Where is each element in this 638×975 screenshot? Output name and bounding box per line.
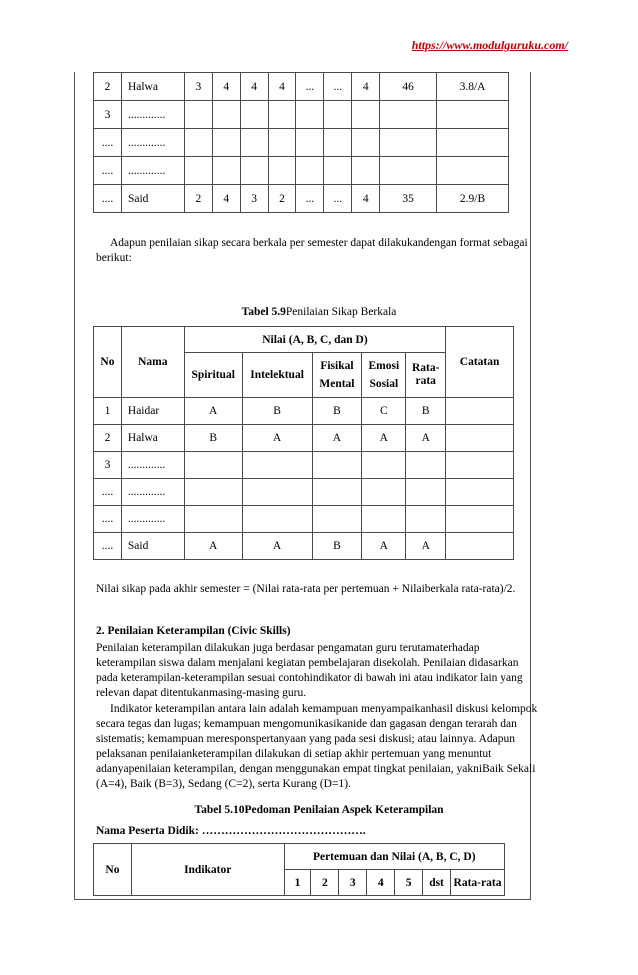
table-cell: 4	[268, 73, 296, 101]
table-cell: ....	[94, 185, 122, 213]
table-row	[94, 157, 509, 185]
table-cell: A	[242, 533, 312, 560]
table-cell	[352, 157, 380, 185]
table-cell: ....	[94, 533, 122, 560]
table-cell	[240, 157, 268, 185]
table-cell: 3	[94, 101, 122, 129]
table-cell: B	[312, 533, 362, 560]
table-5-10-header-group: Pertemuan dan Nilai (A, B, C, D)	[284, 844, 504, 870]
table-cell	[312, 506, 362, 533]
table-5-10-header-no: No	[94, 844, 132, 896]
table-cell	[268, 101, 296, 129]
table-cell	[242, 479, 312, 506]
table-cell: A	[242, 425, 312, 452]
table-cell	[296, 101, 324, 129]
table-cell: .............	[121, 157, 184, 185]
table-cell	[437, 129, 509, 157]
section-2-paragraph-1: Penilaian keterampilan dilakukan juga berdasar pengamatan guru terutamaterhadap keterampilan siswa dalam menjalani kegiatan pembelajaran disekolah. Penilaian didasarkan pada keterampilan-keterampilan sesuai contohindikator di bawah ini atau indikator lain yang relevan dapat ditentukanmasing-masing guru.	[96, 642, 523, 699]
student-name-label: Nama Peserta Didik: …………………………………….	[96, 825, 366, 837]
table-cell: A	[406, 425, 446, 452]
section-2-heading: 2. Penilaian Keterampilan (Civic Skills)	[96, 625, 291, 637]
table-cell	[352, 101, 380, 129]
table-cell	[437, 157, 509, 185]
table-cell	[242, 506, 312, 533]
table-row	[94, 425, 514, 452]
table-cell	[184, 157, 212, 185]
table-cell: ...	[324, 73, 352, 101]
table-cell	[352, 129, 380, 157]
table-cell	[240, 129, 268, 157]
table-cell	[406, 452, 446, 479]
table-cell	[362, 452, 406, 479]
col-header-emosi-sosial: Emosi Sosial	[362, 353, 406, 398]
table-cell: 4	[212, 185, 240, 213]
table-cell: 2	[94, 73, 122, 101]
table-top-continuation	[93, 72, 509, 213]
table-cell: B	[312, 398, 362, 425]
table-cell: 3.8/A	[437, 73, 509, 101]
table-cell: 2.9/B	[437, 185, 509, 213]
table-cell: .............	[121, 129, 184, 157]
table-cell: 46	[380, 73, 437, 101]
table-5-10-header-indikator: Indikator	[131, 844, 284, 896]
table-cell	[324, 129, 352, 157]
table-5-9	[93, 326, 514, 560]
col-header-nilai-group: Nilai (A, B, C, dan D)	[184, 327, 445, 353]
table-cell	[296, 129, 324, 157]
col-header-no: No	[94, 327, 122, 398]
table-cell: ...	[296, 185, 324, 213]
table-cell: Halwa	[121, 425, 184, 452]
table-cell: ...	[296, 73, 324, 101]
table-cell: 4	[240, 73, 268, 101]
table-cell: B	[406, 398, 446, 425]
table-row	[94, 73, 509, 101]
table-cell: 35	[380, 185, 437, 213]
table-cell	[406, 506, 446, 533]
table-5-10	[93, 843, 505, 896]
table-cell: ....	[94, 479, 122, 506]
table-5-9-caption-number: Tabel 5.9	[241, 306, 286, 318]
table-row	[94, 101, 509, 129]
table-cell	[184, 506, 242, 533]
table-cell	[212, 129, 240, 157]
section-2-paragraph-2: Indikator keterampilan antara lain adalah kemampuan menyampaikanhasil diskusi kelompok secara tegas dan lugas; kemampuan mengomunikasikanide dan gagasan dengan terarah dan sistematis; kemampuan meresponspertanyaan yang pada sesi diskusi; atau lainnya. Adapun pelaksanan penilaianketerampilan dilakukan di setiap akhir pertemuan yang menuntut adanyapenilaian keterampilan, dengan menggunakan empat tingkat penilaian, yakniBaik Sekali (A=4), Baik (B=3), Sedang (C=2), serta Kurang (D=1).	[96, 703, 538, 790]
table-5-10-caption: Tabel 5.10Pedoman Penilaian Aspek Keterampilan	[194, 804, 444, 816]
table-5-10-col-header: 2	[311, 870, 339, 896]
table-cell: A	[312, 425, 362, 452]
table-cell	[184, 452, 242, 479]
table-cell: 2	[268, 185, 296, 213]
table-cell: Said	[121, 185, 184, 213]
table-cell	[380, 129, 437, 157]
table-cell	[446, 398, 514, 425]
table-cell	[437, 101, 509, 129]
col-header-intelektual: Intelektual	[242, 353, 312, 398]
table-cell: ....	[94, 506, 122, 533]
table-cell	[380, 101, 437, 129]
table-5-9-caption	[0, 306, 638, 318]
table-cell: .............	[121, 452, 184, 479]
table-row	[94, 129, 509, 157]
table-cell	[184, 479, 242, 506]
table-cell	[446, 533, 514, 560]
table-cell: Haidar	[121, 398, 184, 425]
table-row	[94, 185, 509, 213]
col-header-spiritual: Spiritual	[184, 353, 242, 398]
table-row	[94, 452, 514, 479]
table-cell	[268, 129, 296, 157]
table-5-10-col-header: dst	[423, 870, 451, 896]
table-cell	[406, 479, 446, 506]
table-cell: .............	[121, 101, 184, 129]
table-cell	[362, 479, 406, 506]
table-cell: ...	[324, 185, 352, 213]
table-cell: 3	[94, 452, 122, 479]
table-5-10-col-header: Rata-rata	[451, 870, 505, 896]
table-cell: .............	[121, 479, 184, 506]
table-row	[94, 506, 514, 533]
table-cell: ....	[94, 129, 122, 157]
table-row	[94, 479, 514, 506]
table-cell: 3	[184, 73, 212, 101]
table-cell: B	[184, 425, 242, 452]
table-cell	[446, 506, 514, 533]
table-cell: A	[184, 398, 242, 425]
table-cell: 4	[212, 73, 240, 101]
table-cell: A	[184, 533, 242, 560]
table-cell	[362, 506, 406, 533]
table-cell: B	[242, 398, 312, 425]
table-cell	[296, 157, 324, 185]
col-header-catatan: Catatan	[446, 327, 514, 398]
table-cell	[312, 452, 362, 479]
table-cell	[446, 452, 514, 479]
table-cell	[312, 479, 362, 506]
table-cell: ....	[94, 157, 122, 185]
table-cell	[242, 452, 312, 479]
table-cell: A	[362, 533, 406, 560]
table-cell: A	[406, 533, 446, 560]
table-cell	[324, 101, 352, 129]
table-cell: .............	[121, 506, 184, 533]
table-cell: A	[362, 425, 406, 452]
table-cell	[380, 157, 437, 185]
table-row	[94, 533, 514, 560]
table-row	[94, 398, 514, 425]
table-cell	[324, 157, 352, 185]
table-cell: Said	[121, 533, 184, 560]
table-5-10-col-header: 3	[339, 870, 367, 896]
table-cell: Halwa	[121, 73, 184, 101]
col-header-rata-rata: Rata-rata	[406, 353, 446, 398]
intro-paragraph: Adapun penilaian sikap secara berkala per semester dapat dilakukandengan format sebagai berikut:	[96, 237, 528, 264]
table-cell	[446, 425, 514, 452]
table-cell: 4	[352, 185, 380, 213]
table-cell	[212, 101, 240, 129]
table-cell	[240, 101, 268, 129]
table-cell: 1	[94, 398, 122, 425]
table-cell: 3	[240, 185, 268, 213]
table-cell	[212, 157, 240, 185]
table-cell: C	[362, 398, 406, 425]
table-cell	[184, 101, 212, 129]
header-url[interactable]: https://www.modulguruku.com/	[411, 38, 568, 52]
table-cell: 2	[184, 185, 212, 213]
table-cell: 2	[94, 425, 122, 452]
table-5-10-col-header: 5	[395, 870, 423, 896]
table-cell: 4	[352, 73, 380, 101]
col-header-fisikal-mental: Fisikal Mental	[312, 353, 362, 398]
col-header-nama: Nama	[121, 327, 184, 398]
table-cell	[446, 479, 514, 506]
table-5-10-col-header: 1	[284, 870, 311, 896]
table-cell	[184, 129, 212, 157]
table-5-9-caption-title: Penilaian Sikap Berkala	[285, 306, 397, 318]
table-5-10-col-header: 4	[367, 870, 395, 896]
formula-text: Nilai sikap pada akhir semester = (Nilai rata-rata per pertemuan + Nilaiberkala rata-rata)/2.	[96, 583, 516, 595]
table-cell	[268, 157, 296, 185]
